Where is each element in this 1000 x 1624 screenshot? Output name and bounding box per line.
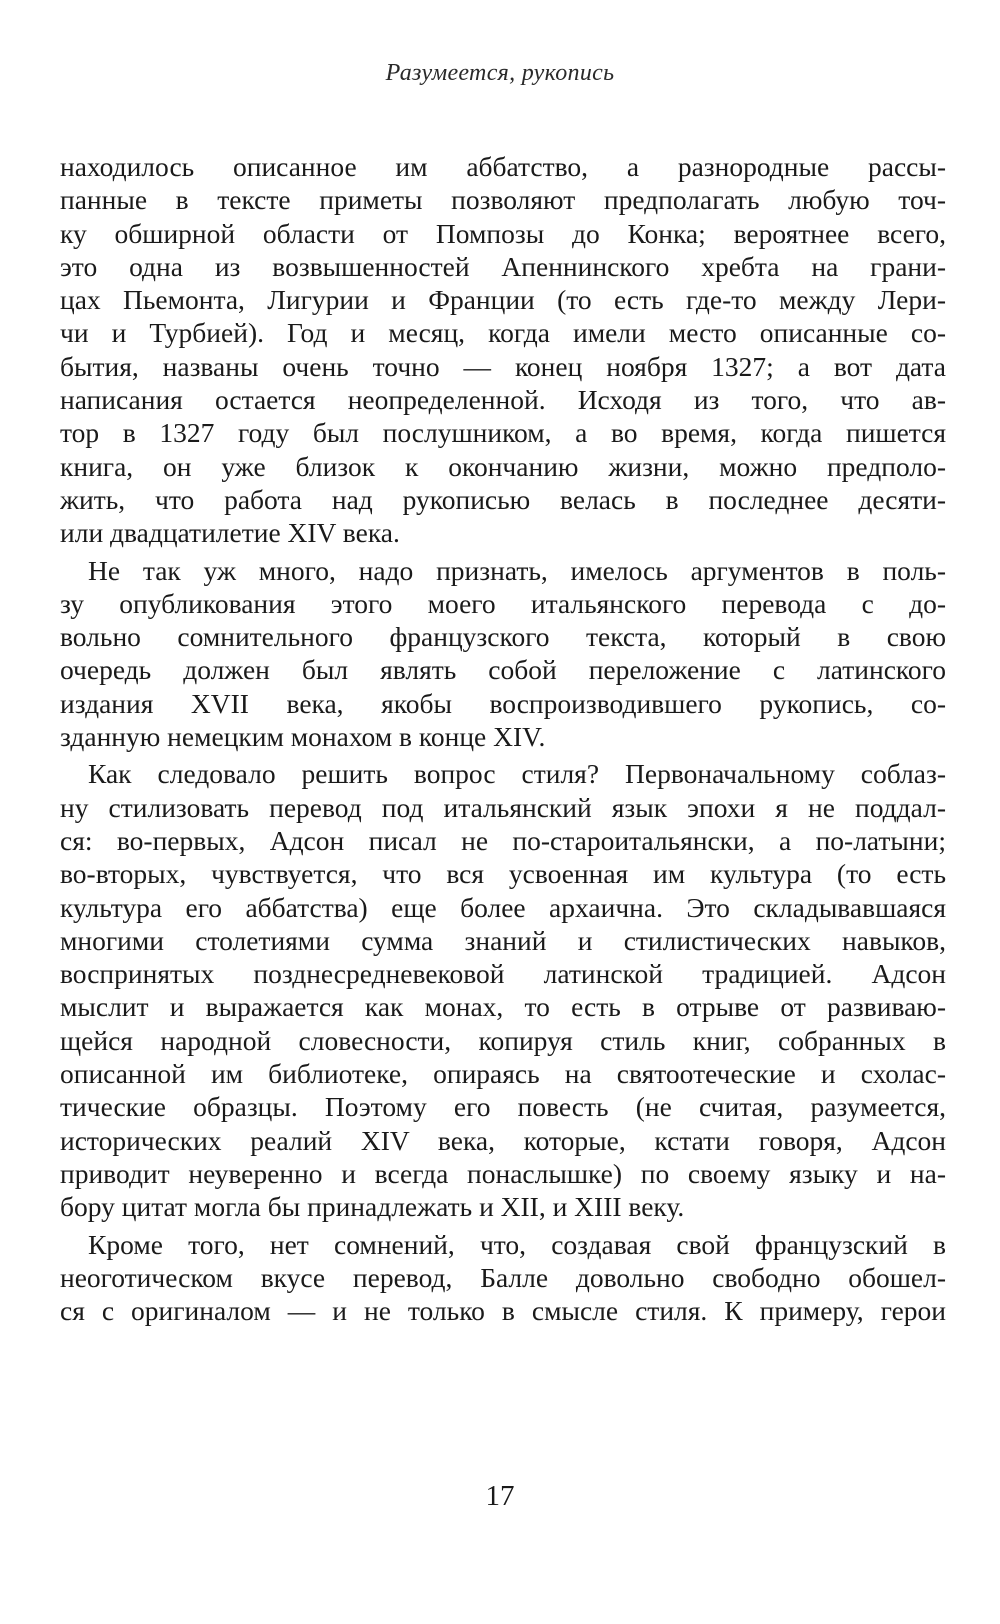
text-line: во-вторых, чувствуется, что вся усвоенная им культура (то есть [60,858,946,890]
text-line: бору цитат могла бы принадлежать и XII, и XIII веку. [60,1191,685,1223]
text-line: культура его аббатства) еще более архаична. Это складывавшаяся [60,891,946,923]
text-line: или двадцатилетие XIV века. [60,517,400,549]
text-line: жить, что работа над рукописью велась в последнее десяти- [60,483,946,515]
text-line: вольно сомнительного французского текста, который в свою [60,621,946,653]
text-line: Как следовало решить вопрос стиля? Первоначальному соблаз- [88,758,946,790]
text-line: зданную немецким монахом в конце XIV. [60,721,546,753]
text-line: многими столетиями сумма знаний и стилистических навыков, [60,924,946,956]
text-line: приводит неуверенно и всегда понаслышке) по своему языку и на- [60,1157,946,1189]
paragraph [60,757,946,1223]
text-line: ся: во-первых, Адсон писал не по-староитальянски, а по-латыни; [60,824,946,856]
text-line: бытия, названы очень точно — конец ноября 1327; а вот дата [60,350,946,382]
text-line: ку обширной области от Помпозы до Конка; вероятнее всего, [60,217,946,249]
text-line: Кроме того, нет сомнений, что, создавая свой французский в [88,1228,946,1260]
text-line: зу опубликования этого моего итальянского перевода с до- [60,587,946,619]
text-line: очередь должен был являть собой переложение с латинского [60,654,946,686]
text-line: мыслит и выражается как монах, то есть в отрыве от развиваю- [60,991,946,1023]
text-line: находилось описанное им аббатство, а разнородные рассы- [60,151,946,182]
text-line: исторических реалий XIV века, которые, кстати говоря, Адсон [60,1124,946,1156]
page-number: 17 [485,1480,515,1512]
text-line: щейся народной словесности, копируя стиль книг, собранных в [60,1024,946,1056]
text-line: Не так уж много, надо признать, имелось аргументов в поль- [88,554,946,586]
paragraph [60,150,946,550]
paragraph [60,554,946,754]
text-line: ся с оригиналом — и не только в смысле стиля. К примеру, герои [60,1295,946,1327]
text-line: описанной им библиотеке, опираясь на святоотеческие и схолас- [60,1058,946,1090]
running-head: Разумеется, рукопись [385,60,615,86]
text-line: тор в 1327 году был послушником, а во время, когда пишется [60,417,946,449]
text-line: ну стилизовать перевод под итальянский язык эпохи я не поддал- [60,791,946,823]
text-line: написания остается неопределенной. Исходя из того, что ав- [60,384,946,416]
text-line: неоготическом вкусе перевод, Балле довольно свободно обошел- [60,1261,946,1293]
text-line: тические образцы. Поэтому его повесть (не считая, разумеется, [60,1091,946,1123]
text-line: чи и Турбией). Год и месяц, когда имели место описанные со- [60,317,946,349]
text-line: цах Пьемонта, Лигурии и Франции (то есть где-то между Лери- [60,284,946,316]
text-line: это одна из возвышенностей Апеннинского хребта на грани- [60,250,946,282]
body-text [60,150,946,1327]
text-line: воспринятых позднесредневековой латинской традицией. Адсон [60,958,946,990]
paragraph [60,1228,946,1328]
text-line: книга, он уже близок к окончанию жизни, можно предполо- [60,450,946,482]
text-line: панные в тексте приметы позволяют предполагать любую точ- [60,184,946,216]
text-line: издания XVII века, якобы воспроизводившего рукопись, со- [60,687,946,719]
